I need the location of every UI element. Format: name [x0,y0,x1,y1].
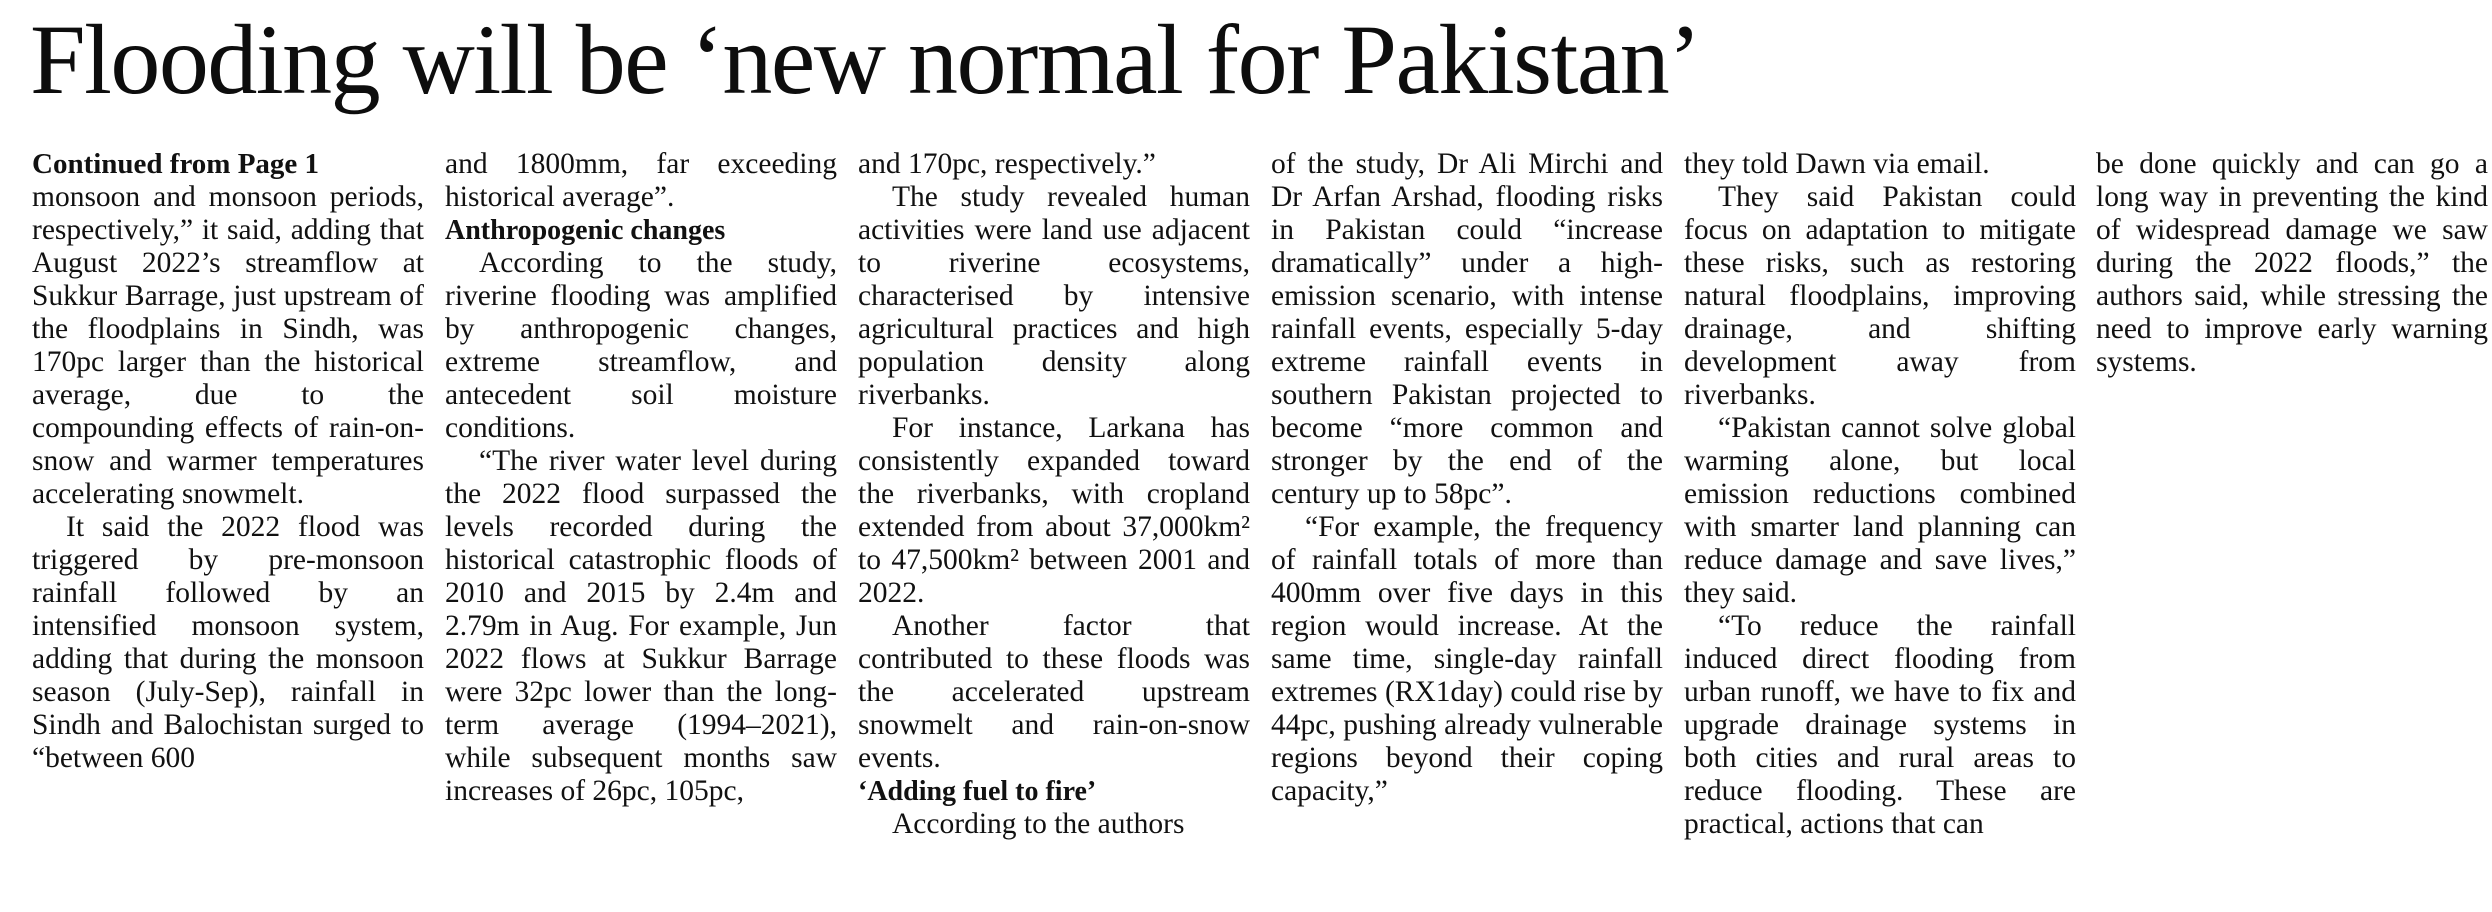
paragraph: and 1800mm, far exceeding historical average”. [445,148,837,213]
paragraph: be done quickly and can go a long way in preventing the kind of widespread damage we saw during the 2022 floods,” the authors said, while stressing the need to improve early warning systems. [2096,148,2488,378]
paragraph: “To reduce the rainfall induced direct flooding from urban runoff, we have to fix and upgrade drainage systems in both cities and rural areas to reduce flooding. These are practical, actions that can [1684,610,2076,840]
subheading: ‘Adding fuel to fire’ [858,776,1097,807]
article-column-4 [1271,148,1663,808]
article-column-3 [858,148,1250,841]
paragraph: Another factor that contributed to these floods was the accelerated upstream snowmelt and rain-on-snow events. [858,610,1250,774]
paragraph: of the study, Dr Ali Mirchi and Dr Arfan Arshad, flooding risks in Pakistan could “increase dramatically” under a high-emission scenario, with intense rainfall events, especially 5-day extreme rainfall events in southern Pakistan projected to become “more common and stronger by the end of the century up to 58pc”. [1271,148,1663,510]
paragraph: They said Pakistan could focus on adaptation to mitigate these risks, such as restoring natural floodplains, improving drainage, and shifting development away from riverbanks. [1684,181,2076,411]
paragraph: According to the study, riverine flooding was amplified by anthropogenic changes, extreme streamflow, and antecedent soil moisture conditions. [445,247,837,444]
paragraph: According to the authors [892,808,1185,840]
subheading: Continued from Page 1 [32,148,320,180]
article-column-2 [445,148,837,808]
paragraph: “The river water level during the 2022 flood surpassed the levels recorded during the historical catastrophic floods of 2010 and 2015 by 2.4m and 2.79m in Aug. For example, Jun 2022 flows at Sukkur Barrage were 32pc lower than the long-term average (1994–2021), while subsequent months saw increases of 26pc, 105pc, [445,445,837,807]
headline: Flooding will be ‘new normal for Pakistan’ [30,4,1701,115]
paragraph: It said the 2022 flood was triggered by pre-monsoon rainfall followed by an intensified monsoon system, adding that during the monsoon season (July-Sep), rainfall in Sindh and Balochistan surged to “between 600 [32,511,424,774]
paragraph: “For example, the frequency of rainfall totals of more than 400mm over five days in this region would increase. At the same time, single-day rainfall extremes (RX1day) could rise by 44pc, pushing already vulnerable regions beyond their coping capacity,” [1271,511,1663,807]
article-column-5 [1684,148,2076,841]
paragraph: The study revealed human activities were land use adjacent to riverine ecosystems, characterised by intensive agricultural practices and high population density along riverbanks. [858,181,1250,411]
article-column-6 [2096,148,2488,379]
paragraph: and 170pc, respectively.” [858,148,1156,180]
paragraph: they told Dawn via email. [1684,148,1990,180]
subheading: Anthropogenic changes [445,215,726,246]
paragraph: monsoon and monsoon periods, respectively,” it said, adding that August 2022’s streamflow at Sukkur Barrage, just upstream of the floodplains in Sindh, was 170pc larger than the historical average, due to the compounding effects of rain-on-snow and warmer temperatures accelerating snowmelt. [32,181,424,510]
paragraph: “Pakistan cannot solve global warming alone, but local emission reductions combined with smarter land planning can reduce damage and save lives,” they said. [1684,412,2076,609]
paragraph: For instance, Larkana has consistently expanded toward the riverbanks, with cropland extended from about 37,000km² to 47,500km² between 2001 and 2022. [858,412,1250,609]
article-column-1 [32,148,424,775]
